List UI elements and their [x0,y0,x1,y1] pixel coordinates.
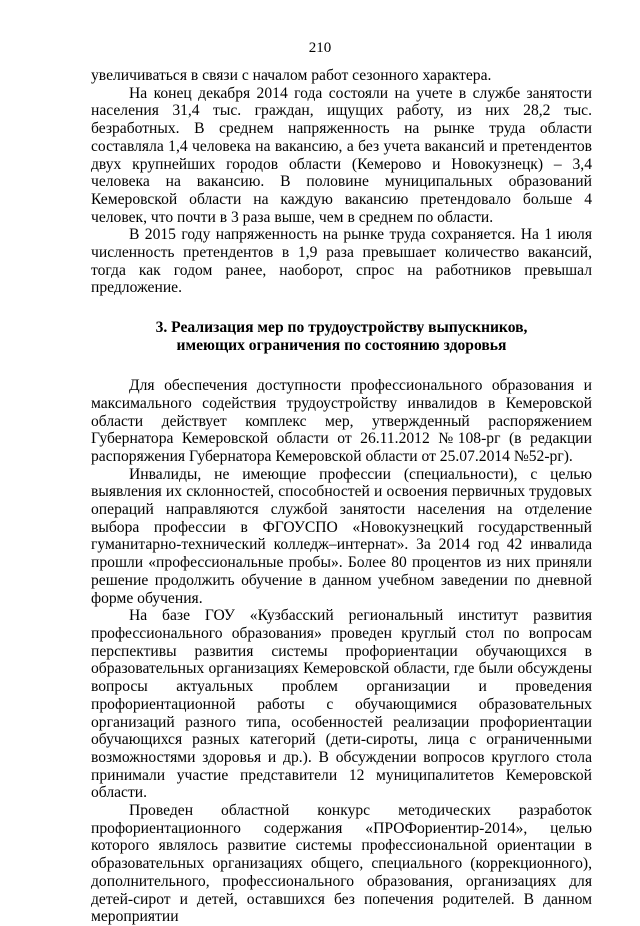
section-heading-line-1: 3. Реализация мер по трудоустройству выпускников, [155,319,528,337]
paragraph-unemployment-stats: На конец декабря 2014 года состояли на учете в службе занятости населения 31,4 тыс. граждан, ищущих работу, из них 28,2 тыс. безработных. В среднем напряженность на рынке труда области составляла 1,4 человека на вакансию, а без учета вакансий и претендентов двух крупнейших городов области (Кемерово и Новокузнецк) – 3,4 человека на вакансию. В половине муниципальных образований Кемеровской области на каждую вакансию претендовало больше 4 человек, что почти в 3 раза выше, чем в среднем по области. [91,84,592,226]
paragraph-labor-market-2015: В 2015 году напряженность на рынке труда сохраняется. На 1 июля численность претендентов в 1,9 раза превышает количество вакансий, тогда как годом ранее, наоборот, спрос на работников превышал предложение. [91,226,592,297]
paragraph-accessibility-measures: Для обеспечения доступности профессионального образования и максимального содействия трудоустройству инвалидов в Кемеровской области действует комплекс мер, утвержденный распоряжением Губернатора Кемеровской области от 26.11.2012 №108-рг (в редакции распоряжения Губернатора Кемеровской области от 25.07.2014 №52-рг). [91,377,592,465]
paragraph-continuation: увеличиваться в связи с началом работ сезонного характера. [91,67,492,84]
paragraph-contest: Проведен областной конкурс методических разработок профориентационного содержания «ПРОФориентир-2014», целью которого являлось развитие системы профессиональной ориентации в образовательных организациях общего, специального (коррекционного), дополнительного, профессионального образования, организациях для детей-сирот и детей, оставшихся без попечения родителей. В данном мероприятии [91,802,592,926]
paragraph-round-table: На базе ГОУ «Кузбасский региональный институт развития профессионального образования» проведен круглый стол по вопросам перспективы развития системы профориентации обучающихся в образовательных организациях Кемеровской области, где были обсуждены вопросы актуальных проблем организации и проведения профориентационной работы с обучающимися образовательных организаций разного типа, особенностей реализации профориентации обучающихся разных категорий (дети-сироты, лица с ограниченными возможностями здоровья и др.). В обсуждении вопросов круглого стола принимали участие представители 12 муниципалитетов Кемеровской области. [91,607,592,802]
section-heading [91,319,592,355]
document-body [91,67,592,926]
section-heading-line-2: имеющих ограничения по состоянию здоровья [176,337,507,355]
paragraph-profession-choice: Инвалиды, не имеющие профессии (специальности), с целью выявления их склонностей, способностей и освоения первичных трудовых операций направляются службой занятости населения на отделение выбора профессии в ФГОУСПО «Новокузнецкий государственный гуманитарно-технический колледж–интернат». За 2014 год 42 инвалида прошли «профессиональные пробы». Более 80 процентов из них приняли решение продолжить обучение в данном учебном заведении по дневной форме обучения. [91,465,592,607]
page-number: 210 [308,40,332,56]
